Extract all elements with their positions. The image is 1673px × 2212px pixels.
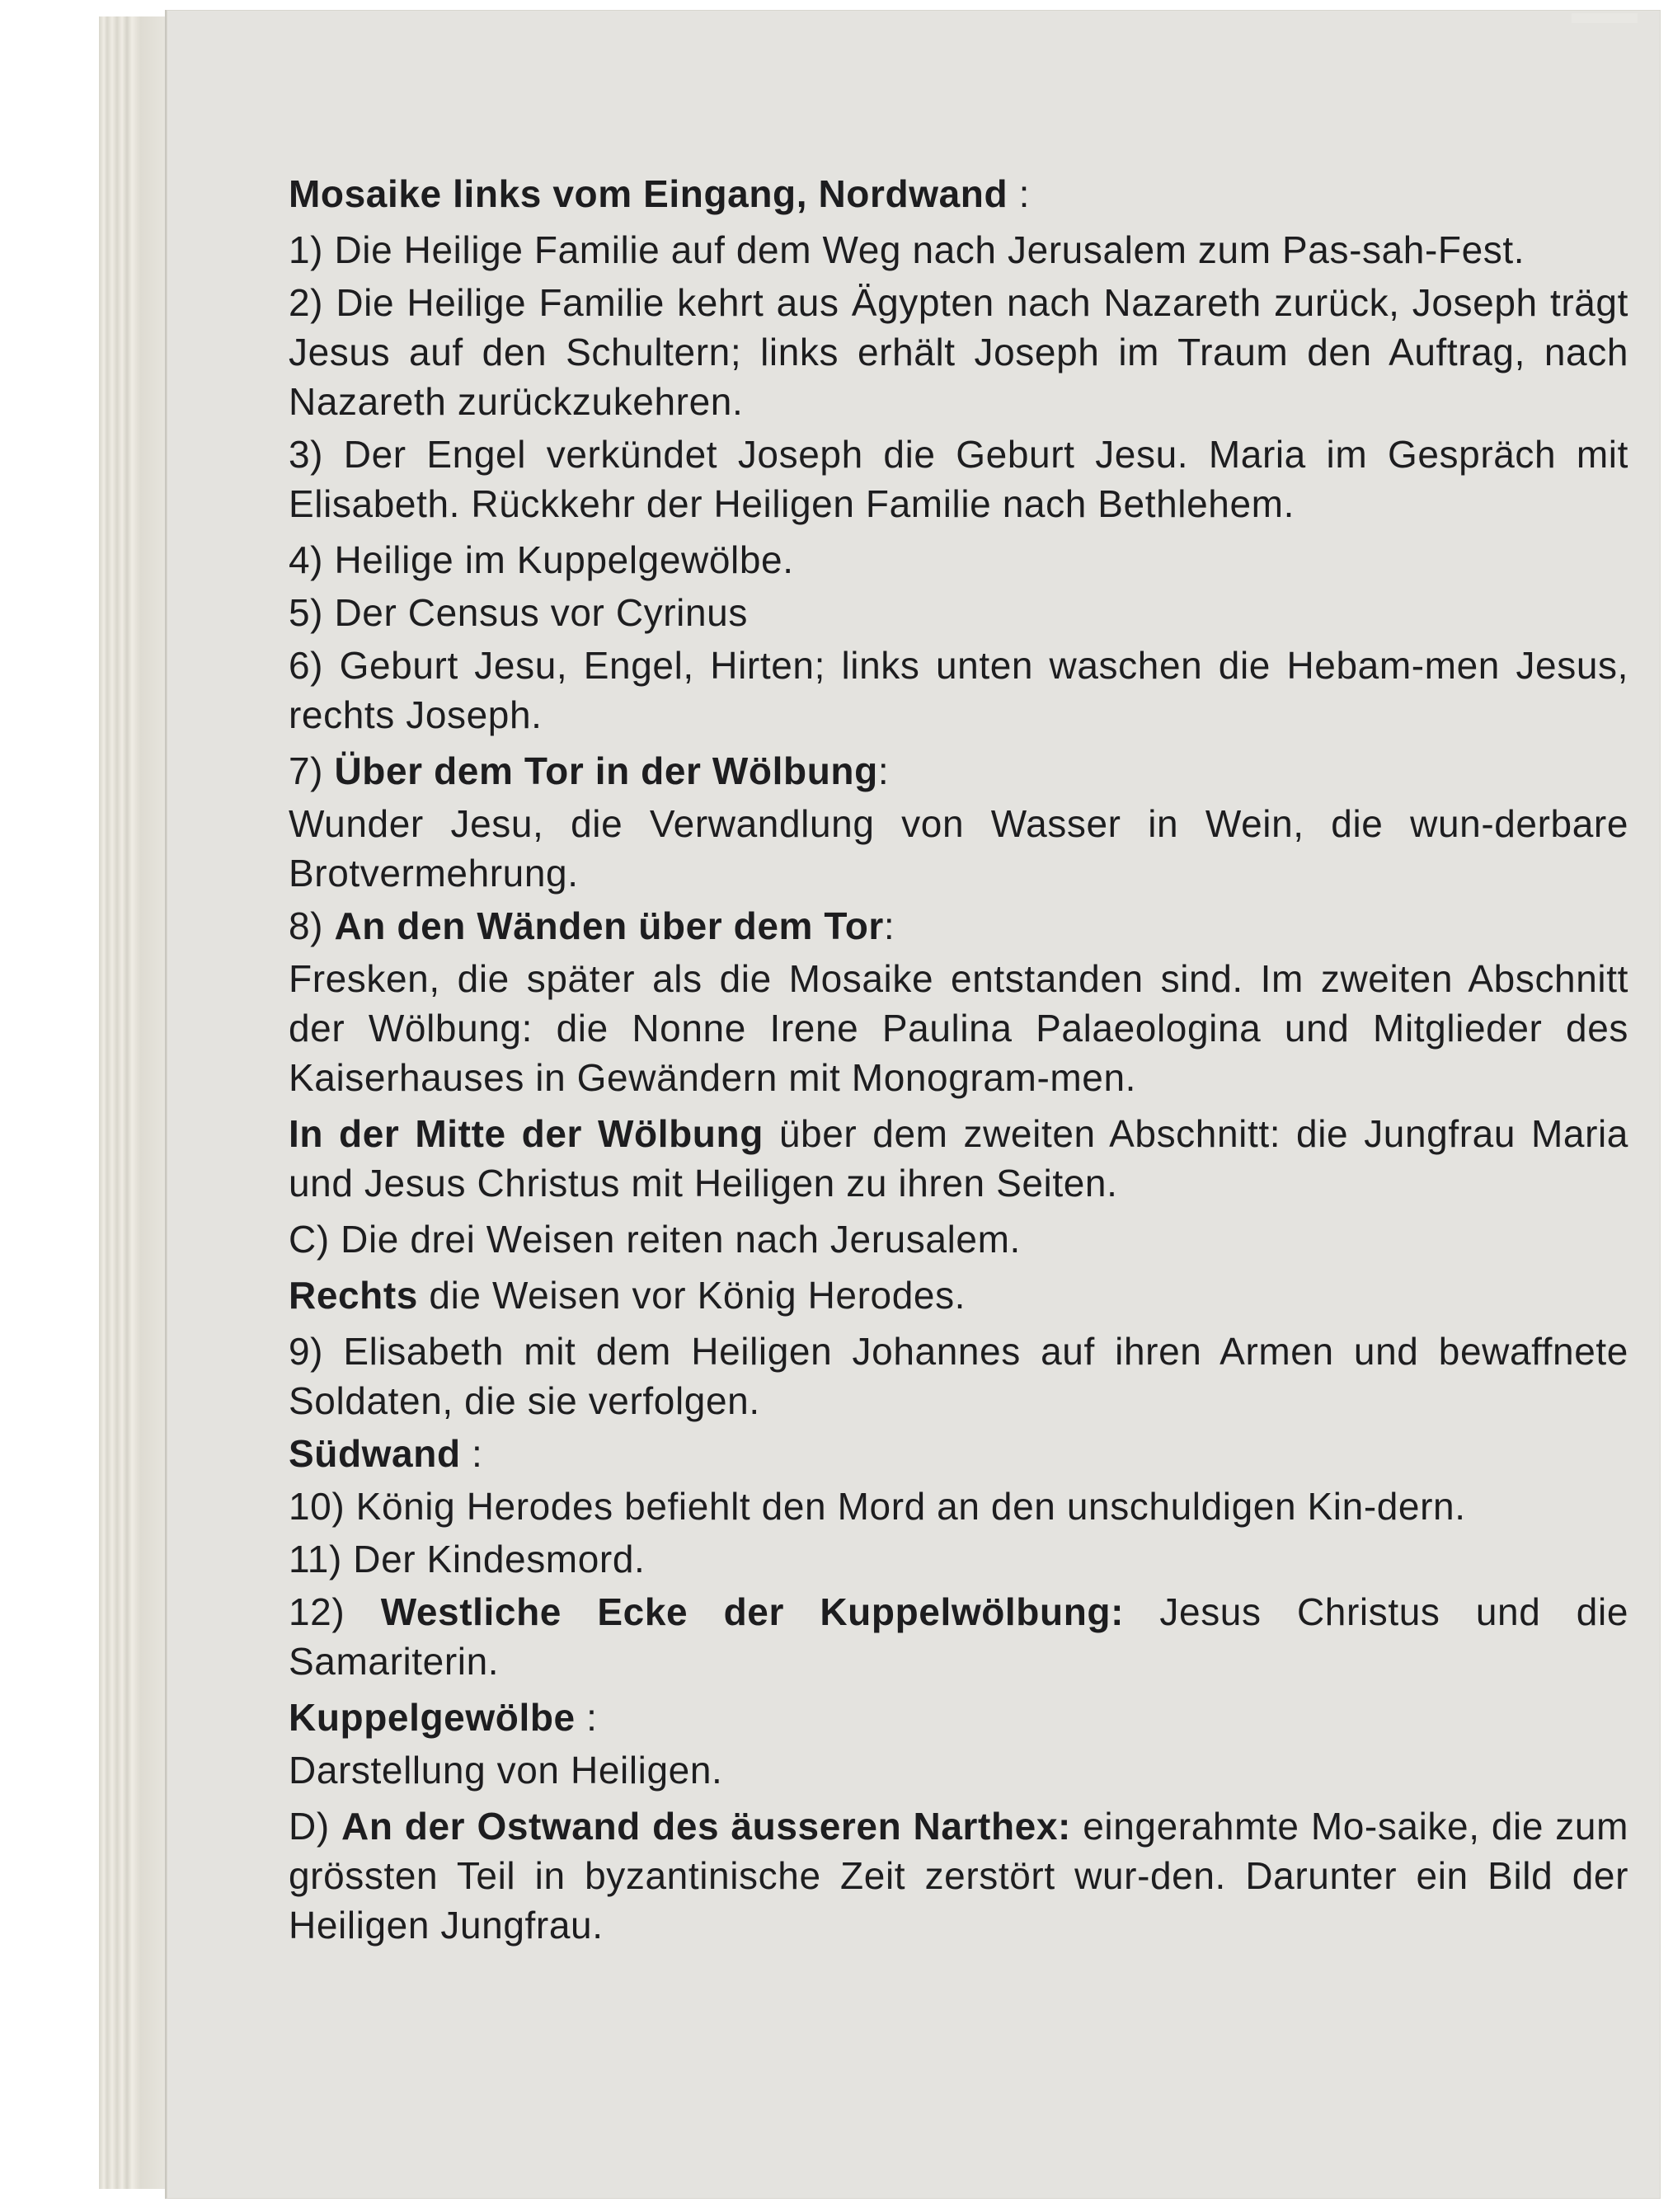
paragraph-7-number: 7) [289,749,335,792]
paragraph-12-number: 12) [289,1590,381,1633]
paragraph-6: 6) Geburt Jesu, Engel, Hirten; links unten waschen die Hebam-men Jesus, rechts Joseph. [289,644,1628,736]
paragraph-d [289,1801,1628,1950]
paragraph-mitte-bold: In der Mitte der Wölbung [289,1112,764,1155]
paragraph-kuppel [289,1693,1628,1742]
paragraph-8-number: 8) [289,904,335,947]
paragraph-7 [289,746,1628,796]
section-heading [289,169,1628,218]
paragraph-d-number: D) [289,1805,342,1848]
section-heading-rest: : [1018,172,1030,215]
paragraph-mitte-rest: über dem zweiten Abschnitt: die Jungfrau Maria und Jesus Christus mit Heiligen zu ihren Seiten. [289,1112,1628,1205]
paragraph-rechts-rest: die Weisen vor König Herodes. [418,1274,966,1317]
paragraph-kuppel-bold: Kuppelgewölbe [289,1696,576,1739]
paragraph-12-bold: Westliche Ecke der Kuppelwölbung: [380,1590,1125,1633]
paragraph-7-rest: : [877,749,890,792]
paragraph-mitte [289,1109,1628,1208]
paragraph-8-body: Fresken, die später als die Mosaike entstanden sind. Im zweiten Abschnitt der Wölbung: die Nonne Irene Paulina Palaeologina und Mitglieder des Kaiserhauses in Gewändern mit Monogram-men. [289,957,1628,1099]
paragraph-4: 4) Heilige im Kuppelgewölbe. [289,538,794,581]
paragraph-suedwand-bold: Südwand [289,1432,461,1475]
page-text [289,169,1628,1953]
paragraph-8-rest: : [883,904,895,947]
paragraph-2: 2) Die Heilige Familie kehrt aus Ägypten nach Nazareth zurück, Joseph trägt Jesus auf den Schultern; links erhält Joseph im Traum den Auftrag, nach Nazareth zurückzukehren. [289,281,1628,423]
paragraph-11: 11) Der Kindesmord. [289,1538,646,1580]
paragraph-7-body: Wunder Jesu, die Verwandlung von Wasser in Wein, die wun-derbare Brotvermehrung. [289,802,1628,895]
paragraph-c: C) Die drei Weisen reiten nach Jerusalem. [289,1218,1021,1261]
paragraph-suedwand [289,1429,1628,1478]
paragraph-10: 10) König Herodes befiehlt den Mord an den unschuldigen Kin-dern. [289,1485,1466,1528]
paragraph-1: 1) Die Heilige Familie auf dem Weg nach Jerusalem zum Pas-sah-Fest. [289,228,1525,271]
paragraph-3: 3) Der Engel verkündet Joseph die Geburt Jesu. Maria im Gespräch mit Elisabeth. Rückkehr der Heiligen Familie nach Bethlehem. [289,433,1628,525]
paragraph-rechts [289,1270,1628,1320]
paragraph-9: 9) Elisabeth mit dem Heiligen Johannes auf ihren Armen und bewaffnete Soldaten, die sie verfolgen. [289,1330,1628,1422]
paragraph-12-rest: Jesus Christus und die Samariterin. [289,1590,1628,1683]
paragraph-rechts-bold: Rechts [289,1274,418,1317]
paragraph-d-rest: eingerahmte Mo-saike, die zum grössten Teil in byzantinische Zeit zerstört wur-den. Darunter ein Bild der Heiligen Jungfrau. [289,1805,1629,1947]
paragraph-kuppel-rest: : [575,1696,598,1739]
paragraph-8-bold: An den Wänden über dem Tor [334,904,884,947]
paragraph-suedwand-rest: : [460,1432,483,1475]
paragraph-8 [289,901,1628,951]
book-page-stack [99,16,169,2189]
paragraph-kuppel-body: Darstellung von Heiligen. [289,1749,723,1792]
section-heading-bold: Mosaike links vom Eingang, Nordwand [289,172,1008,215]
paragraph-12 [289,1587,1628,1686]
paragraph-5: 5) Der Census vor Cyrinus [289,591,748,634]
page-corner-mark [1572,13,1638,23]
paragraph-7-bold: Über dem Tor in der Wölbung [334,749,878,792]
paragraph-d-bold: An der Ostwand des äusseren Narthex: [341,1805,1071,1848]
